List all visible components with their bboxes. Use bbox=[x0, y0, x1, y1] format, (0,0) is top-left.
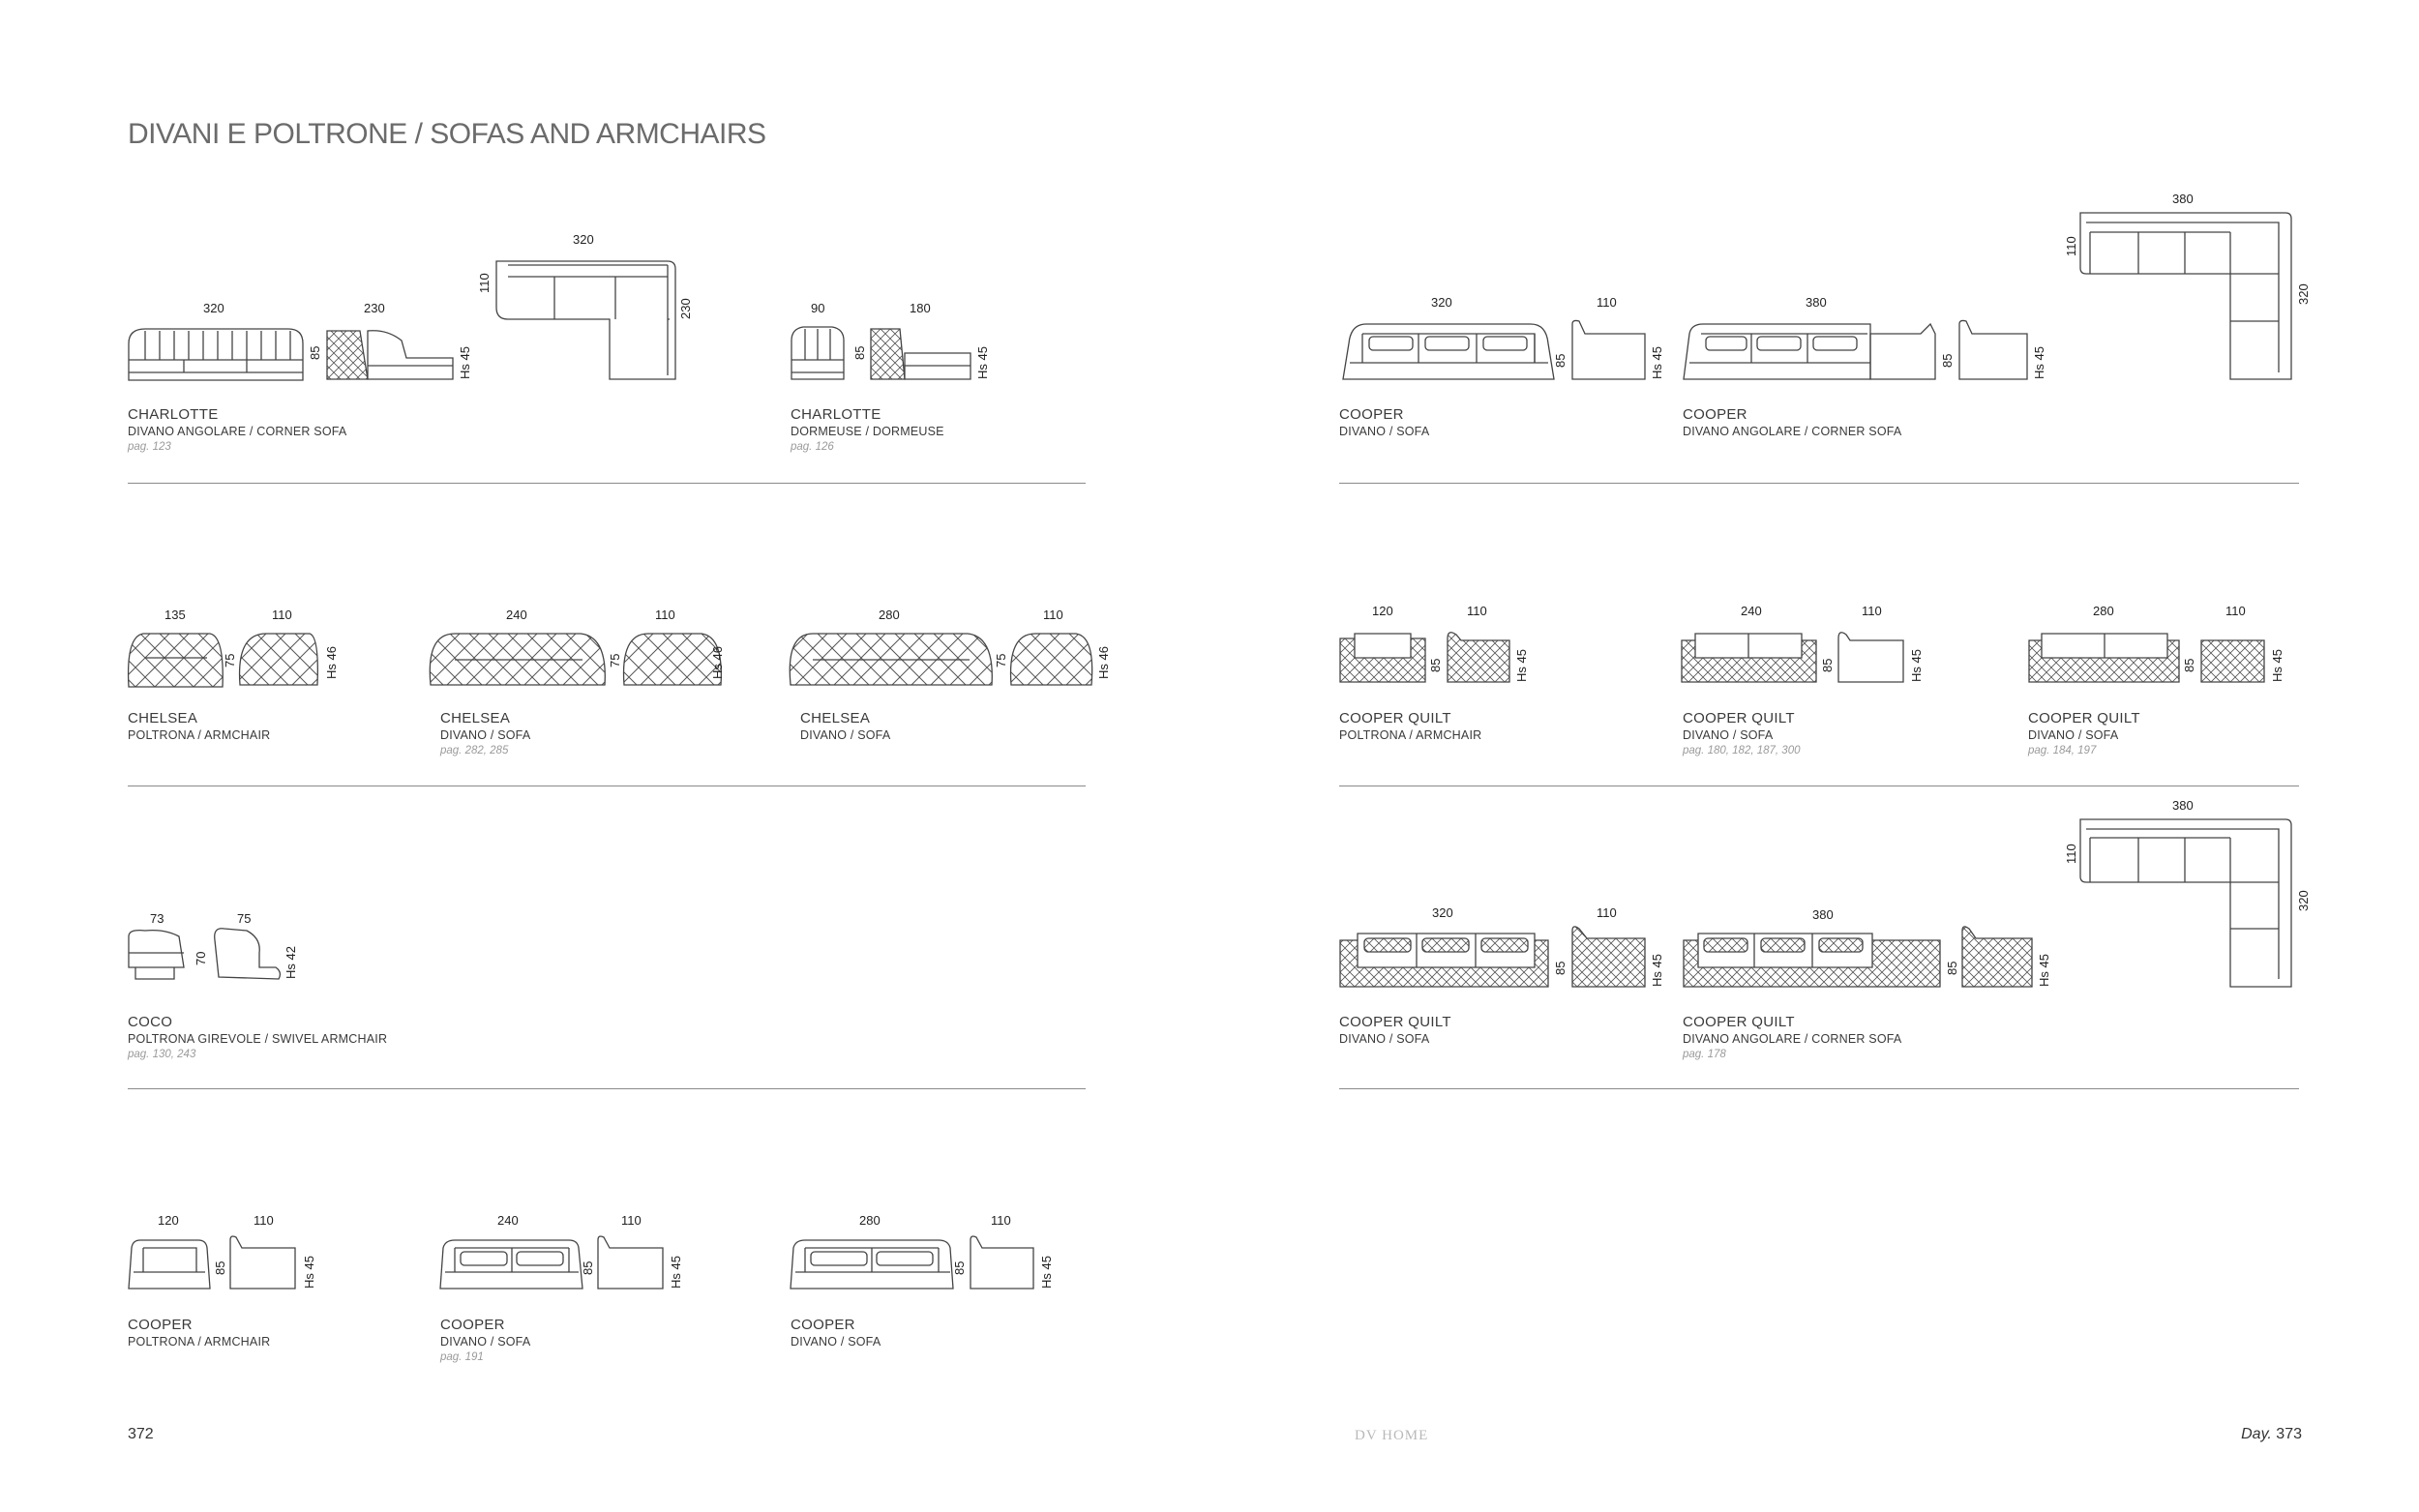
dim-label: 90 bbox=[811, 301, 825, 315]
dim-label: Hs 45 bbox=[2032, 346, 2046, 379]
section-divider bbox=[128, 1088, 1086, 1089]
dim-label: 85 bbox=[1553, 961, 1568, 975]
dim-label: Hs 46 bbox=[710, 646, 725, 679]
product-type: POLTRONA / ARMCHAIR bbox=[128, 728, 271, 742]
dim-label: 85 bbox=[213, 1260, 227, 1275]
dim-label: 85 bbox=[308, 345, 322, 360]
product-type: DIVANO / SOFA bbox=[800, 728, 891, 742]
dim-label: 280 bbox=[879, 608, 900, 622]
dim-label: 240 bbox=[497, 1213, 519, 1228]
dim-label: 380 bbox=[2172, 192, 2194, 206]
dim-label: Hs 45 bbox=[1039, 1256, 1054, 1289]
corner-sofa-plan-icon bbox=[496, 261, 675, 379]
dim-label: 230 bbox=[364, 301, 385, 315]
dim-label: 110 bbox=[2225, 604, 2246, 618]
sofa-outline-icon bbox=[440, 1236, 663, 1289]
product-type: DIVANO / SOFA bbox=[791, 1335, 881, 1349]
page-title: DIVANI E POLTRONE / SOFAS AND ARMCHAIRS bbox=[128, 118, 766, 150]
dim-label: Hs 46 bbox=[1096, 646, 1111, 679]
product-name: COOPER QUILT bbox=[1683, 1014, 1795, 1030]
dim-label: 230 bbox=[678, 298, 693, 319]
quilted-armchair-icon bbox=[1340, 927, 1645, 987]
dim-label: 110 bbox=[621, 1213, 642, 1228]
dim-label: Hs 45 bbox=[302, 1256, 316, 1289]
dim-label: Hs 45 bbox=[458, 346, 472, 379]
quilted-armchair-icon bbox=[327, 331, 453, 379]
dim-label: 85 bbox=[852, 345, 867, 360]
dim-label: 110 bbox=[1467, 604, 1487, 618]
dim-label: 380 bbox=[2172, 798, 2194, 813]
product-type: DIVANO / SOFA bbox=[440, 1335, 531, 1349]
page-reference: pag. 130, 243 bbox=[128, 1049, 196, 1060]
dim-label: Hs 45 bbox=[1514, 649, 1529, 682]
dim-label: Hs 45 bbox=[1650, 954, 1664, 987]
dim-label: 320 bbox=[573, 232, 594, 247]
product-caption bbox=[1683, 710, 1801, 758]
product-name: COOPER bbox=[128, 1317, 193, 1333]
quilted-armchair-icon bbox=[430, 634, 721, 685]
product-caption bbox=[2028, 710, 2140, 758]
dim-label: 320 bbox=[203, 301, 224, 315]
product-type: DIVANO / SOFA bbox=[1683, 728, 1774, 742]
page-prefix: Day. bbox=[2241, 1426, 2272, 1442]
product-type: DIVANO ANGOLARE / CORNER SOFA bbox=[1683, 425, 1902, 438]
dim-label: 180 bbox=[910, 301, 931, 315]
dim-label: Hs 45 bbox=[2270, 649, 2285, 682]
armchair-outline-icon bbox=[1572, 320, 1645, 379]
product-type: POLTRONA / ARMCHAIR bbox=[1339, 728, 1482, 742]
dim-label: 280 bbox=[859, 1213, 881, 1228]
dim-label: 110 bbox=[272, 608, 292, 622]
product-caption bbox=[128, 1014, 387, 1062]
page-reference: pag. 180, 182, 187, 300 bbox=[1683, 745, 1801, 756]
page-reference: pag. 178 bbox=[1683, 1049, 1726, 1060]
dim-label: Hs 45 bbox=[975, 346, 990, 379]
dim-label: Hs 45 bbox=[2037, 954, 2051, 987]
quilted-armchair-icon bbox=[1684, 927, 2032, 987]
dim-label: 320 bbox=[1432, 905, 1453, 920]
product-caption bbox=[440, 1317, 530, 1365]
product-type: DORMEUSE / DORMEUSE bbox=[791, 425, 944, 438]
dim-label: Hs 46 bbox=[324, 646, 339, 679]
product-caption bbox=[1683, 406, 1901, 439]
dim-label: 75 bbox=[994, 653, 1008, 667]
armchair-outline-icon bbox=[1959, 320, 2027, 379]
dim-label: 85 bbox=[1820, 658, 1835, 672]
product-type: DIVANO ANGOLARE / CORNER SOFA bbox=[128, 425, 347, 438]
dim-label: 380 bbox=[1812, 907, 1834, 922]
dim-label: 85 bbox=[952, 1260, 967, 1275]
dim-label: 85 bbox=[1940, 353, 1955, 368]
product-name: COOPER bbox=[440, 1317, 505, 1333]
product-caption bbox=[1339, 710, 1481, 743]
product-name: COOPER QUILT bbox=[1683, 710, 1795, 726]
dim-label: 85 bbox=[1553, 353, 1568, 368]
dim-label: Hs 45 bbox=[669, 1256, 683, 1289]
quilted-armchair-icon bbox=[790, 634, 1091, 685]
product-caption bbox=[791, 1317, 881, 1349]
dim-label: 75 bbox=[237, 911, 252, 926]
dim-label: 110 bbox=[1043, 608, 1063, 622]
page-reference: pag. 184, 197 bbox=[2028, 745, 2097, 756]
dim-label: 240 bbox=[506, 608, 527, 622]
section-divider bbox=[1339, 483, 2299, 484]
sofa-outline-icon bbox=[1684, 324, 1935, 379]
dim-label: 110 bbox=[1862, 604, 1882, 618]
sofa-outline-icon bbox=[791, 1236, 1033, 1289]
page-reference: pag. 191 bbox=[440, 1351, 484, 1363]
product-type: DIVANO / SOFA bbox=[1339, 425, 1430, 438]
product-caption bbox=[128, 406, 346, 455]
dim-label: 320 bbox=[2296, 890, 2311, 911]
product-name: CHELSEA bbox=[128, 710, 198, 726]
product-name: COOPER bbox=[1339, 406, 1404, 423]
product-name: CHARLOTTE bbox=[128, 406, 219, 423]
dim-label: Hs 45 bbox=[1650, 346, 1664, 379]
dim-label: 110 bbox=[655, 608, 675, 622]
product-caption bbox=[440, 710, 530, 758]
product-name: COOPER QUILT bbox=[1339, 1014, 1451, 1030]
product-caption bbox=[128, 710, 270, 743]
product-type: DIVANO / SOFA bbox=[440, 728, 531, 742]
product-type: POLTRONA GIREVOLE / SWIVEL ARMCHAIR bbox=[128, 1032, 388, 1046]
dim-label: 380 bbox=[1806, 295, 1827, 310]
page-reference: pag. 123 bbox=[128, 441, 171, 453]
dim-label: 75 bbox=[608, 653, 622, 667]
quilted-armchair-icon bbox=[791, 327, 971, 379]
dim-label: 85 bbox=[2182, 658, 2196, 672]
page-number: 373 bbox=[2276, 1426, 2302, 1442]
dim-label: 110 bbox=[2064, 236, 2078, 256]
dim-label: 120 bbox=[1372, 604, 1393, 618]
product-type: POLTRONA / ARMCHAIR bbox=[128, 1335, 271, 1349]
dim-label: 85 bbox=[1945, 961, 1959, 975]
armchair-outline-icon bbox=[129, 1236, 295, 1289]
dim-label: 240 bbox=[1741, 604, 1762, 618]
dim-label: 85 bbox=[1428, 658, 1443, 672]
product-caption bbox=[1683, 1014, 1901, 1062]
dim-label: 85 bbox=[581, 1260, 595, 1275]
dim-label: 110 bbox=[477, 273, 492, 293]
product-caption bbox=[128, 1317, 270, 1349]
product-name: CHARLOTTE bbox=[791, 406, 881, 423]
quilted-armchair-icon bbox=[2029, 634, 2264, 682]
dim-label: 110 bbox=[2064, 844, 2078, 864]
product-caption bbox=[1339, 406, 1429, 439]
sofa-outline-icon bbox=[129, 329, 303, 380]
dim-label: 110 bbox=[1597, 905, 1617, 920]
product-type: DIVANO / SOFA bbox=[1339, 1032, 1430, 1046]
dim-label: 135 bbox=[164, 608, 186, 622]
product-caption bbox=[800, 710, 890, 743]
dim-label: 320 bbox=[1431, 295, 1452, 310]
sofa-outline-icon bbox=[1343, 324, 1554, 379]
brand-logo: DV HOME bbox=[1355, 1428, 1429, 1443]
product-caption bbox=[791, 406, 944, 455]
product-name: COOPER bbox=[791, 1317, 855, 1333]
product-type: DIVANO / SOFA bbox=[2028, 728, 2119, 742]
dim-label: 73 bbox=[150, 911, 164, 926]
dim-label: 320 bbox=[2296, 283, 2311, 305]
quilted-armchair-icon bbox=[1682, 633, 1903, 682]
product-name: COOPER QUILT bbox=[2028, 710, 2140, 726]
dim-label: 70 bbox=[194, 951, 208, 965]
page-number-right bbox=[2241, 1426, 2302, 1443]
dim-label: Hs 42 bbox=[284, 946, 298, 979]
page-number-left: 372 bbox=[128, 1426, 154, 1442]
dim-label: 120 bbox=[158, 1213, 179, 1228]
product-type: DIVANO ANGOLARE / CORNER SOFA bbox=[1683, 1032, 1902, 1046]
page-reference: pag. 126 bbox=[791, 441, 834, 453]
product-name: CHELSEA bbox=[440, 710, 511, 726]
product-name: CHELSEA bbox=[800, 710, 871, 726]
product-caption bbox=[1339, 1014, 1451, 1047]
product-name: COCO bbox=[128, 1014, 173, 1030]
product-name: COOPER bbox=[1683, 406, 1747, 423]
page-reference: pag. 282, 285 bbox=[440, 745, 509, 756]
section-divider bbox=[128, 483, 1086, 484]
quilted-armchair-icon bbox=[1340, 633, 1509, 682]
corner-sofa-plan-icon bbox=[2080, 819, 2291, 987]
dim-label: 110 bbox=[254, 1213, 274, 1228]
section-divider bbox=[1339, 1088, 2299, 1089]
dim-label: 110 bbox=[991, 1213, 1011, 1228]
dim-label: Hs 45 bbox=[1909, 649, 1924, 682]
dim-label: 75 bbox=[223, 653, 237, 667]
dim-label: 280 bbox=[2093, 604, 2114, 618]
product-name: COOPER QUILT bbox=[1339, 710, 1451, 726]
corner-sofa-plan-icon bbox=[2080, 213, 2291, 379]
dim-label: 110 bbox=[1597, 295, 1617, 310]
